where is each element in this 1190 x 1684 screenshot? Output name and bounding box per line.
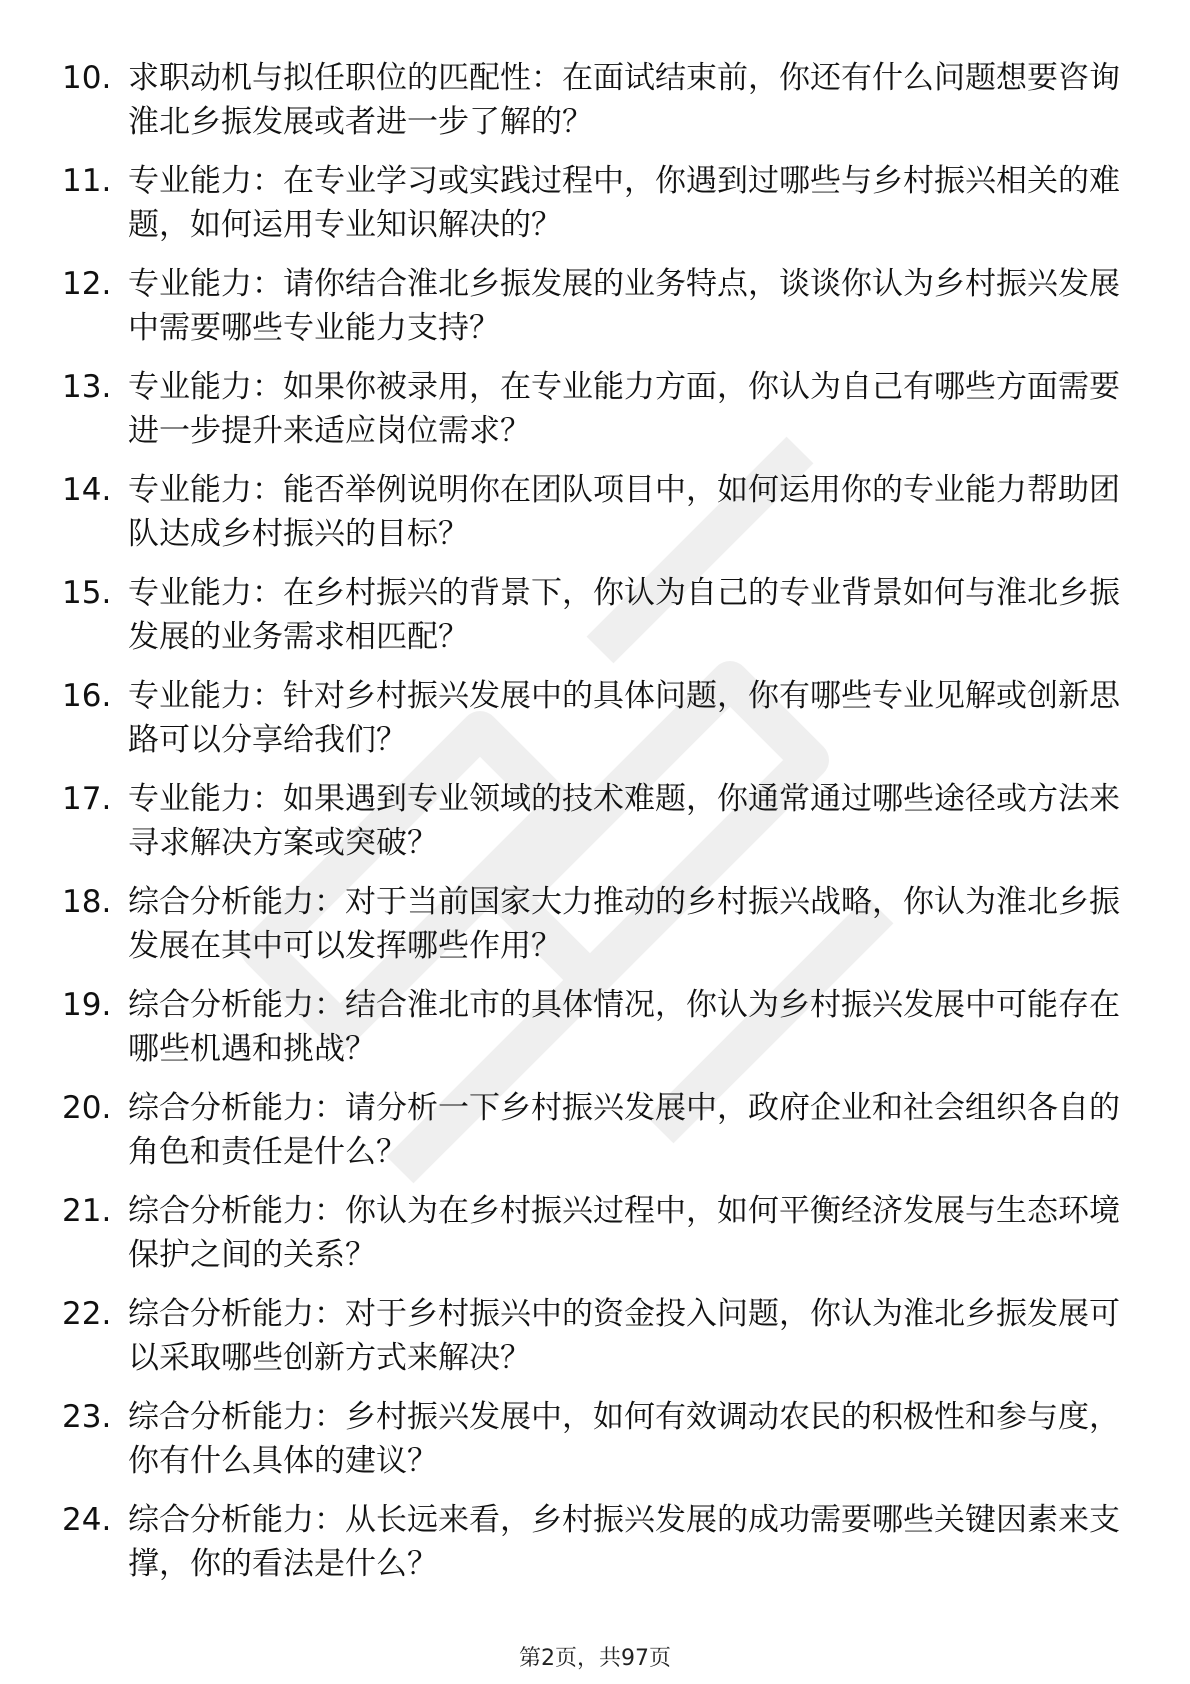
question-item [0, 563, 1190, 666]
question-item [0, 1490, 1190, 1593]
question-text: 综合分析能力：对于乡村振兴中的资金投入问题，你认为淮北乡振发展可以采取哪些创新方式来解决？ [128, 1296, 1120, 1376]
question-number: 17. [62, 781, 112, 817]
question-number: 22. [62, 1296, 112, 1332]
question-number: 11. [62, 163, 112, 199]
question-number: 13. [62, 369, 112, 405]
question-number: 20. [62, 1090, 112, 1126]
question-text: 综合分析能力：你认为在乡村振兴过程中，如何平衡经济发展与生态环境保护之间的关系？ [128, 1193, 1120, 1273]
question-text: 综合分析能力：乡村振兴发展中，如何有效调动农民的积极性和参与度，你有什么具体的建议？ [128, 1399, 1120, 1479]
question-list [0, 48, 1190, 1593]
question-text: 综合分析能力：从长远来看，乡村振兴发展的成功需要哪些关键因素来支撑，你的看法是什么？ [128, 1502, 1120, 1582]
question-text: 求职动机与拟任职位的匹配性：在面试结束前，你还有什么问题想要咨询淮北乡振发展或者进一步了解的？ [128, 60, 1120, 140]
question-text: 专业能力：在专业学习或实践过程中，你遇到过哪些与乡村振兴相关的难题，如何运用专业知识解决的？ [128, 163, 1120, 243]
question-item [0, 357, 1190, 460]
question-item [0, 254, 1190, 357]
question-text: 专业能力：在乡村振兴的背景下，你认为自己的专业背景如何与淮北乡振发展的业务需求相匹配？ [128, 575, 1120, 655]
question-number: 18. [62, 884, 112, 920]
question-number: 19. [62, 987, 112, 1023]
question-item [0, 1284, 1190, 1387]
question-item [0, 769, 1190, 872]
question-number: 10. [62, 60, 112, 96]
question-number: 23. [62, 1399, 112, 1435]
question-text: 专业能力：能否举例说明你在团队项目中，如何运用你的专业能力帮助团队达成乡村振兴的目标？ [128, 472, 1120, 552]
question-item [0, 666, 1190, 769]
page-number-label: 第2页，共97页 [519, 1646, 671, 1671]
question-text: 综合分析能力：请分析一下乡村振兴发展中，政府企业和社会组织各自的角色和责任是什么？ [128, 1090, 1120, 1170]
question-number: 21. [62, 1193, 112, 1229]
question-text: 专业能力：请你结合淮北乡振发展的业务特点，谈谈你认为乡村振兴发展中需要哪些专业能力支持？ [128, 266, 1120, 346]
question-number: 14. [62, 472, 112, 508]
question-text: 综合分析能力：结合淮北市的具体情况，你认为乡村振兴发展中可能存在哪些机遇和挑战？ [128, 987, 1120, 1067]
question-item [0, 1181, 1190, 1284]
page-footer [0, 1641, 1190, 1672]
question-number: 15. [62, 575, 112, 611]
question-item [0, 48, 1190, 151]
question-item [0, 872, 1190, 975]
question-item [0, 1078, 1190, 1181]
question-item [0, 1387, 1190, 1490]
question-number: 24. [62, 1502, 112, 1538]
question-text: 综合分析能力：对于当前国家大力推动的乡村振兴战略，你认为淮北乡振发展在其中可以发挥哪些作用？ [128, 884, 1120, 964]
question-text: 专业能力：针对乡村振兴发展中的具体问题，你有哪些专业见解或创新思路可以分享给我们？ [128, 678, 1120, 758]
question-item [0, 460, 1190, 563]
question-text: 专业能力：如果你被录用，在专业能力方面，你认为自己有哪些方面需要进一步提升来适应岗位需求？ [128, 369, 1120, 449]
question-item [0, 975, 1190, 1078]
question-number: 12. [62, 266, 112, 302]
question-text: 专业能力：如果遇到专业领域的技术难题，你通常通过哪些途径或方法来寻求解决方案或突破？ [128, 781, 1120, 861]
question-number: 16. [62, 678, 112, 714]
question-item [0, 151, 1190, 254]
